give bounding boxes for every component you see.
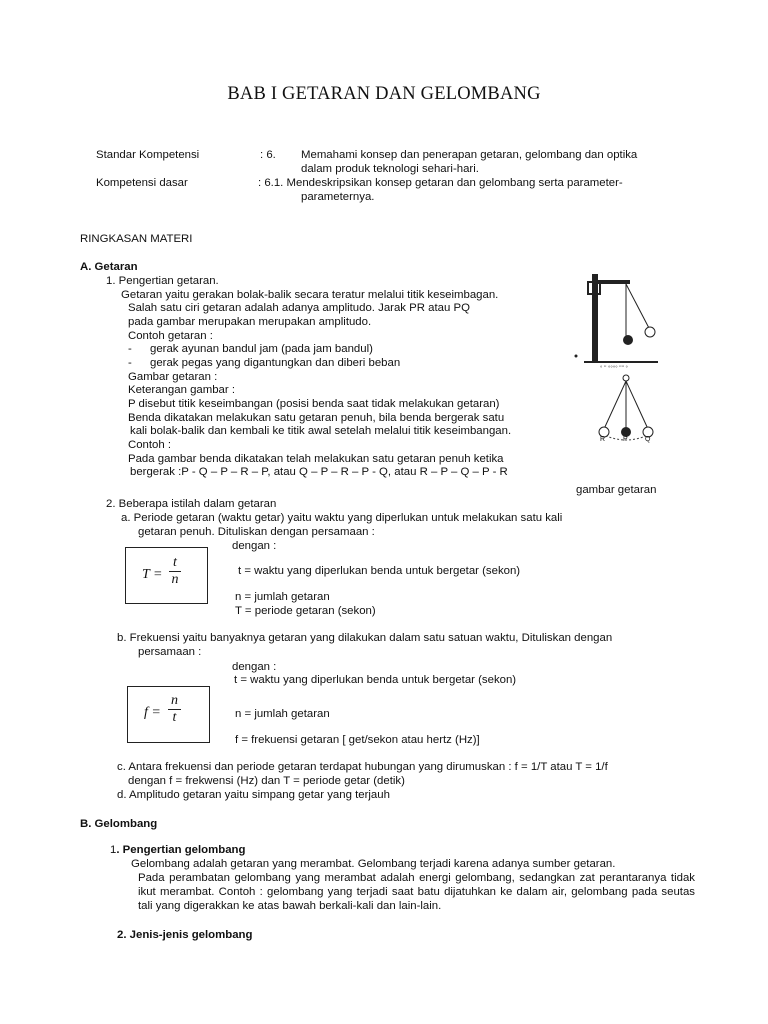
list-bullet: - (128, 343, 132, 355)
periode-dengan: dengan : (232, 540, 277, 552)
frekuensi-dengan: dengan : (232, 661, 277, 673)
periode-def-t: t = waktu yang diperlukan benda untuk bergetar (sekon) (238, 565, 521, 577)
kompetensi-dasar-label: Kompetensi dasar (96, 177, 188, 189)
kompetensi-dasar-text-cont: parameternya. (301, 191, 375, 203)
standar-kompetensi-label: Standar Kompetensi (96, 149, 200, 161)
periode-formula-box (125, 547, 208, 604)
gelombang-paragraph: Pada perambatan gelombang yang merambat adalah energi gelombang, sedangkan zat perantaranya tidak ikut merambat. Contoh : gelombang yang terjadi saat batu dijatuhkan ke dalam air, gelombang pada seutas tali yang digerakkan ke atas bawah berkali-kali dan lain-lain. (138, 872, 695, 912)
text-line: Pada gambar benda dikatakan telah melakukan satu getaran penuh ketika (128, 453, 504, 465)
text-line: Contoh getaran : (128, 330, 213, 342)
frekuensi-formula-box (127, 686, 210, 743)
list-bullet: - (128, 357, 132, 369)
text-line: Benda dikatakan melakukan satu getaran penuh, bila benda bergerak satu (128, 412, 505, 424)
frekuensi-def-t: t = waktu yang diperlukan benda untuk bergetar (sekon) (234, 674, 517, 686)
text-line: Contoh : (128, 439, 172, 451)
figure-label-q: Q (645, 436, 651, 443)
frekuensi-formula-fraction (168, 693, 181, 726)
standar-kompetensi-number: : 6. (260, 149, 276, 161)
text-line: Getaran yaitu gerakan bolak-balik secara teratur melalui titik keseimbagan. (121, 289, 499, 301)
hubungan-frekuensi-periode-cont: dengan f = frekwensi (Hz) dan T = periode getar (detik) (128, 775, 405, 787)
section-a-heading: A. Getaran (80, 261, 138, 273)
section-b-sub1 (110, 844, 245, 858)
figure-caption: gambar getaran (576, 484, 657, 496)
page-title: BAB I GETARAN DAN GELOMBANG (227, 84, 541, 104)
figure-label-p: P (623, 436, 628, 443)
section-b-sub2: 2. Jenis-jenis gelombang (117, 929, 253, 941)
frekuensi-formula-lhs: f = (144, 705, 161, 720)
text-line: bergerak :P - Q – P – R – P, atau Q – P – R – P - Q, atau R – P – Q – P - R (130, 466, 508, 478)
periode-formula-numerator: t (173, 555, 177, 570)
section-b-heading: B. Gelombang (80, 818, 158, 830)
amplitudo-definition: d. Amplitudo getaran yaitu simpang getar yang terjauh (117, 789, 390, 801)
list-item: gerak pegas yang digantungkan dan diberi beban (150, 357, 401, 369)
periode-def-n: n = jumlah getaran (235, 591, 330, 603)
frekuensi-def-n: n = jumlah getaran (235, 708, 330, 720)
gelombang-paragraph-first: Gelombang adalah getaran yang merambat. Gelombang terjadi karena adanya sumber getaran. (131, 858, 616, 870)
text-line: P disebut titik keseimbangan (posisi benda saat tidak melakukan getaran) (128, 398, 500, 410)
frekuensi-formula-numerator: n (171, 693, 178, 708)
periode-definition-cont: getaran penuh. Dituliskan dengan persamaan : (138, 526, 375, 538)
text-line: pada gambar merupakan merupakan amplitudo. (128, 316, 372, 328)
frekuensi-definition: b. Frekuensi yaitu banyaknya getaran yang dilakukan dalam satu satuan waktu, Dituliskan dengan (117, 632, 613, 644)
text-line: Gambar getaran : (128, 371, 218, 383)
periode-formula-lhs: T = (142, 567, 163, 582)
text-line: Salah satu ciri getaran adalah adanya amplitudo. Jarak PR atau PQ (128, 302, 470, 314)
figure-label-r: R (600, 436, 606, 443)
standar-kompetensi-text: Memahami konsep dan penerapan getaran, gelombang dan optika (301, 149, 638, 161)
hubungan-frekuensi-periode: c. Antara frekuensi dan periode getaran terdapat hubungan yang dirumuskan : f = 1/T atau T = 1/f (117, 761, 608, 773)
list-item: gerak ayunan bandul jam (pada jam bandul) (150, 343, 373, 355)
section-a-sub2: 2. Beberapa istilah dalam getaran (106, 498, 277, 510)
text-line: kali bolak-balik dan kembali ke titik awal setelah melalui titik keseimbangan. (130, 425, 512, 437)
kompetensi-dasar-text: : 6.1. Mendeskripsikan konsep getaran dan gelombang serta parameter- (258, 177, 623, 189)
section-b-sub1-number: 1 (110, 844, 117, 856)
periode-def-T: T = periode getaran (sekon) (235, 605, 376, 617)
svg-text:° '' °°°° '''' °: ° '' °°°° '''' ° (600, 366, 628, 372)
section-b-sub1-title: . Pengertian gelombang (116, 844, 246, 856)
periode-formula-denominator: n (171, 572, 179, 587)
frekuensi-def-f: f = frekuensi getaran [ get/sekon atau hertz (Hz)] (235, 734, 480, 746)
text-line: Keterangan gambar : (128, 384, 236, 396)
section-a-sub1: 1. Pengertian getaran. (106, 275, 219, 287)
periode-formula-fraction (169, 555, 181, 588)
frekuensi-formula-denominator: t (172, 710, 177, 725)
pendulum-stand-figure (566, 268, 662, 372)
ringkasan-heading: RINGKASAN MATERI (80, 233, 193, 245)
periode-definition: a. Periode getaran (waktu getar) yaitu waktu yang diperlukan untuk melakukan satu kali (121, 512, 563, 524)
standar-kompetensi-text-cont: dalam produk teknologi sehari-hari. (301, 163, 479, 175)
frekuensi-definition-cont: persamaan : (138, 646, 202, 658)
